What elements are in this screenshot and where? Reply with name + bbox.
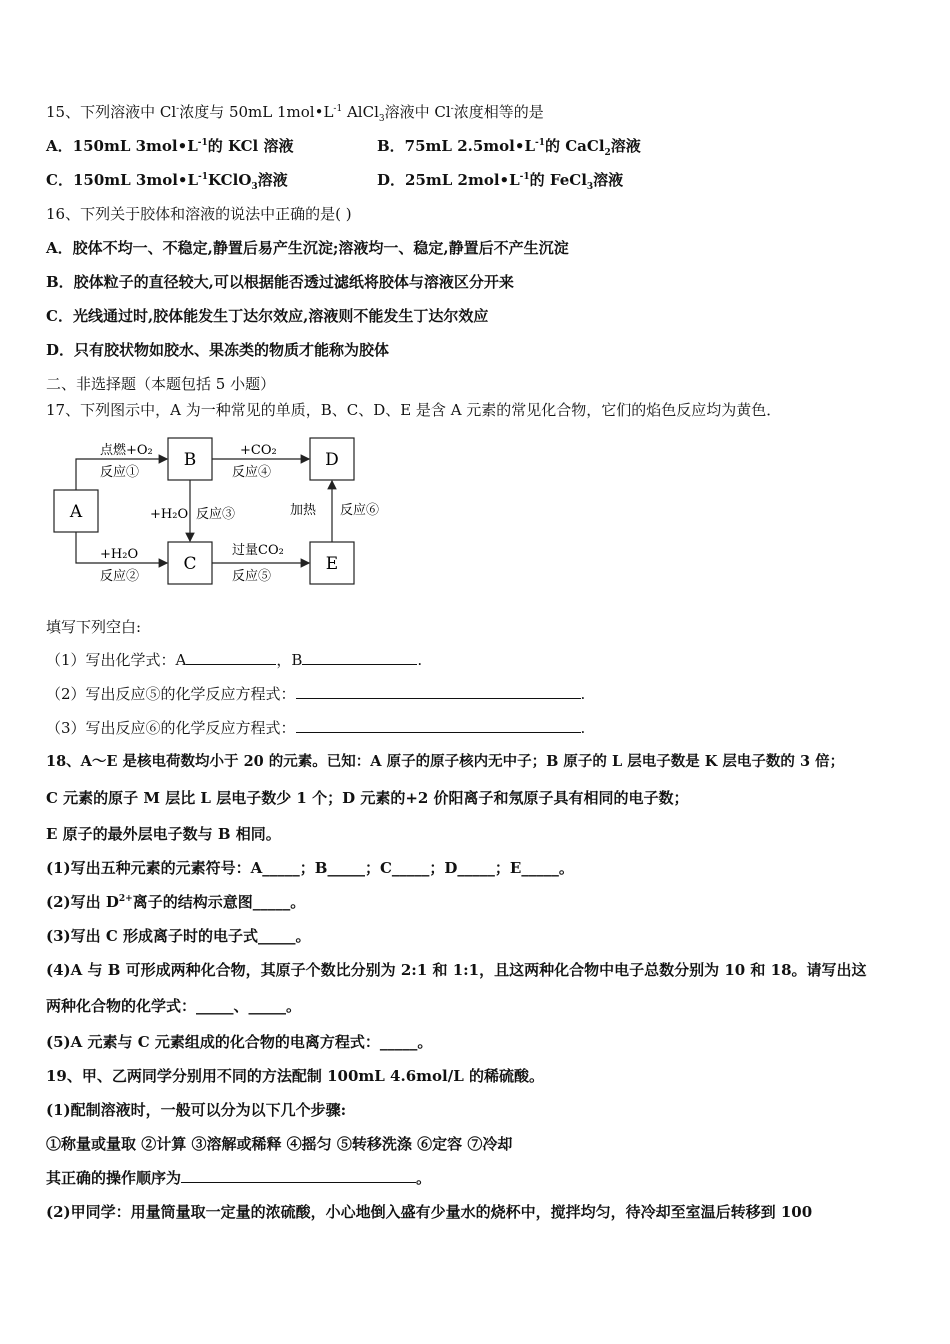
q16-option-c: C．光线通过时,胶体能发生丁达尔效应,溶液则不能发生丁达尔效应 <box>46 307 489 325</box>
q15-option-a: A．150mL $3mol•L^{-1}$的 KCl 溶液 <box>46 137 294 155</box>
q19-part1: (1)配制溶液时，一般可以分为以下几个步骤: <box>46 1101 347 1119</box>
q17-stem: 17、下列图示中，A 为一种常见的单质，B、C、D、E 是含 A 元素的常见化合物，它们的焰色反应均为黄色． <box>46 401 782 419</box>
q15-stem: 15、下列溶液中 Cl-浓度与 50mL $1mol•L^{-1}$ AlCl$_3$溶液中 Cl-浓度相等的是 <box>46 103 544 124</box>
r5-top: 过量CO₂ <box>232 543 284 558</box>
r6-left: 加热 <box>290 503 317 518</box>
q15-option-c: C．150mL $3mol•L^{-1}KClO_3$溶液 <box>46 171 288 192</box>
q16-stem: 16、下列关于胶体和溶液的说法中正确的是( ) <box>46 205 352 223</box>
r1-top: 点燃+O₂ <box>100 443 153 458</box>
q17-part1: （1）写出化学式：A ，B . <box>46 651 423 669</box>
q17-part2: （2）写出反应⑤的化学反应方程式： . <box>46 685 586 703</box>
r3-left: +H₂O <box>150 507 189 522</box>
q18-line3: E 原子的最外层电子数与 B 相同。 <box>46 825 281 843</box>
r5-bottom: 反应⑤ <box>232 569 272 584</box>
r2-top: +H₂O <box>100 547 139 562</box>
q18-line1: 18、A～E 是核电荷数均小于 20 的元素。已知：A 原子的原子核内无中子；B 原子的 L 层电子数是 K 层电子数的 3 倍； <box>46 753 845 770</box>
r3-right: 反应③ <box>196 507 236 522</box>
q18-part1: (1)写出五种元素的元素符号：A_____；B_____；C_____；D_____；E_____。 <box>46 859 574 877</box>
r6-right: 反应⑥ <box>340 503 380 518</box>
q18-line2: C 元素的原子 M 层比 L 层电子数少 1 个；D 元素的+2 价阳离子和氖原子具有相同的电子数； <box>46 789 689 807</box>
r4-top: +CO₂ <box>240 443 277 458</box>
q15-option-d: D．25mL $2mol•L^{-1}$的 FeCl$_3$溶液 <box>377 171 624 192</box>
q19-part2: (2)甲同学：用量筒量取一定量的浓硫酸，小心地倒入盛有少量水的烧杯中，搅拌均匀，待冷却至室温后转移到 100 <box>46 1203 813 1221</box>
q18-part4b: 两种化合物的化学式：_____、_____。 <box>46 997 302 1015</box>
q19-steps: ①称量或量取 ②计算 ③溶解或稀释 ④摇匀 ⑤转移洗涤 ⑥定容 ⑦冷却 <box>46 1135 513 1153</box>
q16-option-b: B．胶体粒子的直径较大,可以根据能否透过滤纸将胶体与溶液区分开来 <box>46 273 514 291</box>
label-e: E <box>325 554 339 574</box>
q18-part5: (5)A 元素与 C 元素组成的化合物的电离方程式：_____。 <box>46 1033 433 1051</box>
q16-option-a: A．胶体不均一、不稳定,静置后易产生沉淀;溶液均一、稳定,静置后不产生沉淀 <box>46 239 569 257</box>
q17-part3: （3）写出反应⑥的化学反应方程式： . <box>46 719 586 737</box>
section-heading: 二、非选择题（本题包括 5 小题） <box>46 375 276 393</box>
q19-order: 其正确的操作顺序为 。 <box>46 1169 432 1187</box>
r1-bottom: 反应① <box>100 465 140 480</box>
label-b: B <box>183 450 197 470</box>
q18-part3: (3)写出 C 形成离子时的电子式_____。 <box>46 927 311 945</box>
q16-option-d: D．只有胶状物如胶水、果冻类的物质才能称为胶体 <box>46 341 390 359</box>
reaction-diagram <box>46 432 406 592</box>
q19-stem: 19、甲、乙两同学分别用不同的方法配制 100mL 4.6mol/L 的稀硫酸。 <box>46 1067 544 1085</box>
label-c: C <box>183 554 197 574</box>
r2-bottom: 反应② <box>100 569 140 584</box>
label-a: A <box>69 502 83 522</box>
q18-part4a: (4)A 与 B 可形成两种化合物，其原子个数比分别为 2:1 和 1:1，且这两种化合物中电子总数分别为 10 和 18。请写出这 <box>46 961 867 979</box>
label-d: D <box>325 450 339 470</box>
r4-bottom: 反应④ <box>232 465 272 480</box>
q17-fill: 填写下列空白: <box>46 618 142 636</box>
q18-part2: (2)写出 $D^{2+}$离子的结构示意图_____。 <box>46 893 306 911</box>
q15-option-b: B．75mL $2.5mol•L^{-1}$的 CaCl$_2$溶液 <box>377 137 641 158</box>
